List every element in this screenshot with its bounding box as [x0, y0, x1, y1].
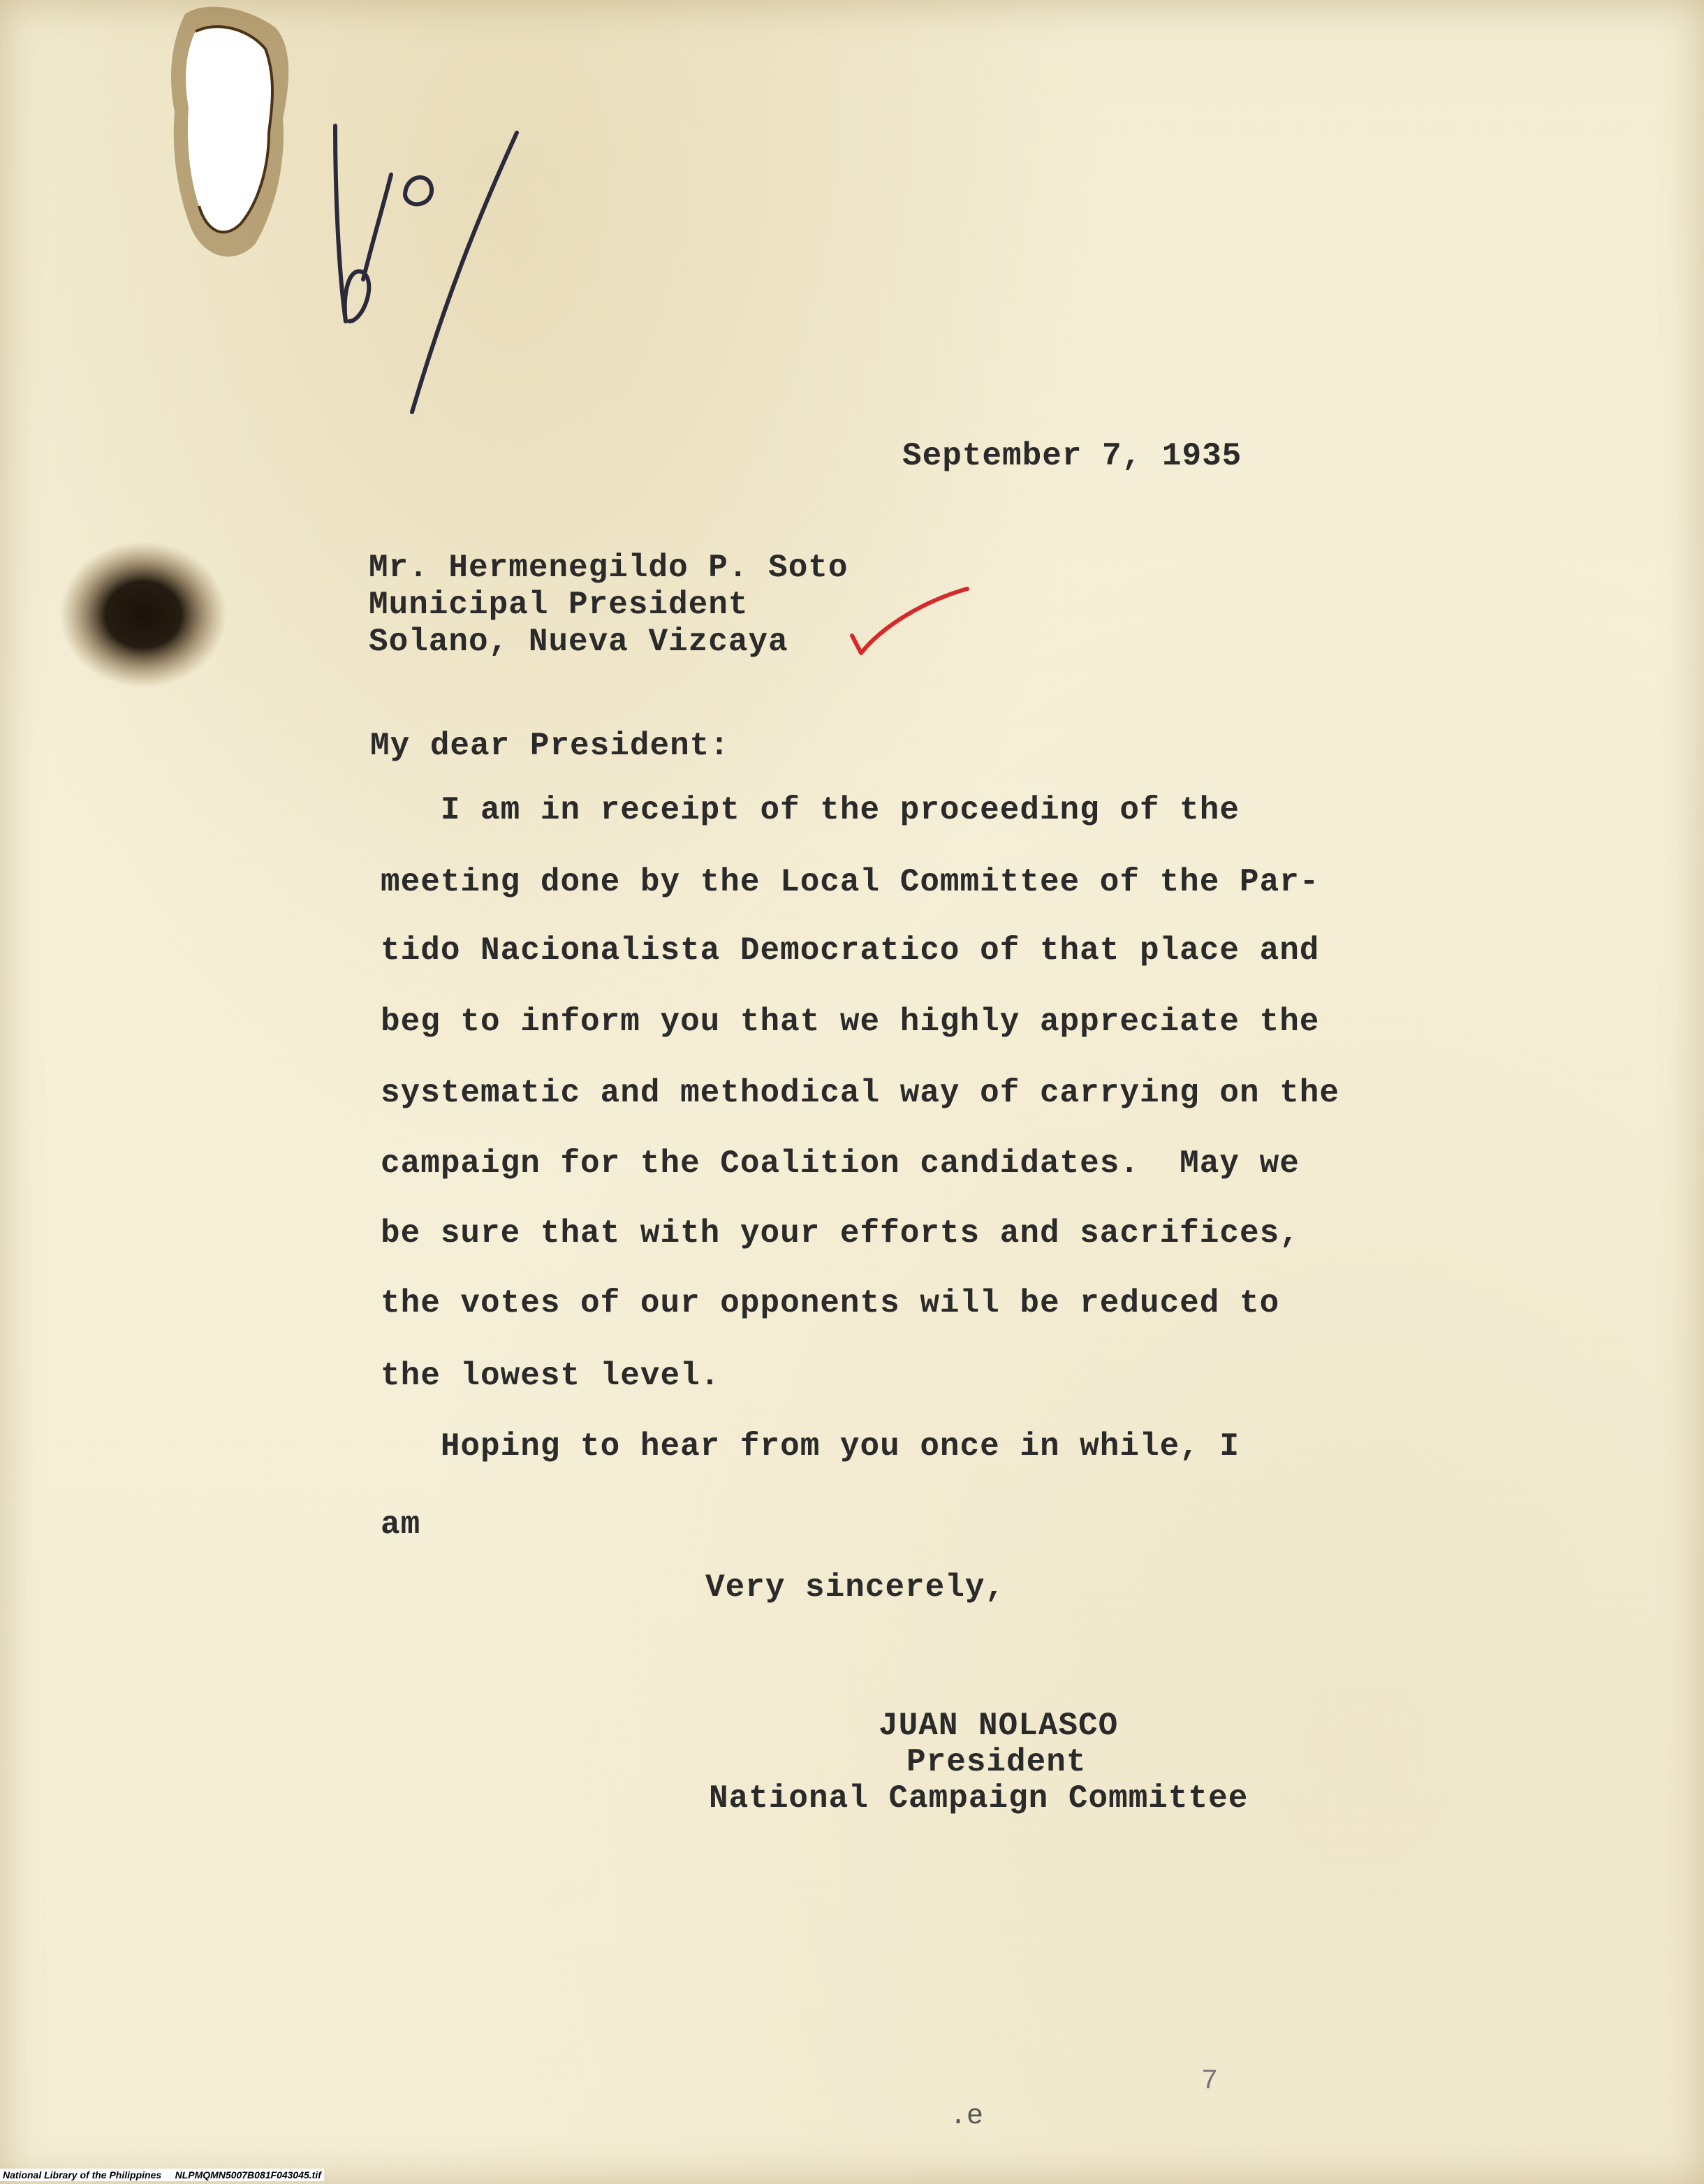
- body-line: be sure that with your efforts and sacrifices,: [381, 1215, 1300, 1252]
- bottom-faint-mark: [1187, 2046, 1250, 2151]
- complimentary-close: Very sincerely,: [705, 1569, 1006, 1606]
- body-line: campaign for the Coalition candidates. May we: [381, 1145, 1300, 1182]
- recipient-title: Municipal President: [369, 587, 749, 623]
- handwritten-annotation: [307, 112, 545, 433]
- body-line: systematic and methodical way of carrying on the: [381, 1075, 1340, 1111]
- body-line: Hoping to hear from you once in while, I: [381, 1428, 1240, 1465]
- signatory-committee: National Campaign Committee: [709, 1780, 1249, 1817]
- bottom-mark-text: .e: [950, 2101, 984, 2132]
- body-line: meeting done by the Local Committee of the Par-: [381, 864, 1320, 900]
- recipient-location: Solano, Nueva Vizcaya: [369, 624, 788, 660]
- burn-hole: [164, 0, 297, 265]
- red-check-mark: [842, 583, 974, 660]
- letter-date: September 7, 1935: [902, 438, 1242, 474]
- body-line: I am in receipt of the proceeding of the: [381, 792, 1240, 828]
- salutation: My dear President:: [370, 728, 730, 764]
- signatory-name: JUAN NOLASCO: [879, 1708, 1119, 1744]
- signatory-title: President: [906, 1744, 1087, 1780]
- archive-caption: National Library of the Philippines NLPMQMN5007B081F043045.tif: [0, 2169, 324, 2181]
- body-line: the votes of our opponents will be reduced to: [381, 1285, 1280, 1321]
- bottom-smudge: [936, 2088, 1020, 2144]
- ink-stain: [56, 538, 230, 691]
- body-line: the lowest level.: [381, 1358, 721, 1394]
- bottom-mark-right-text: 7: [1201, 2066, 1219, 2097]
- body-line: beg to inform you that we highly appreciate the: [381, 1004, 1320, 1040]
- body-line: am: [381, 1507, 421, 1543]
- recipient-name: Mr. Hermenegildo P. Soto: [369, 550, 849, 586]
- body-line: tido Nacionalista Democratico of that place and: [381, 932, 1320, 969]
